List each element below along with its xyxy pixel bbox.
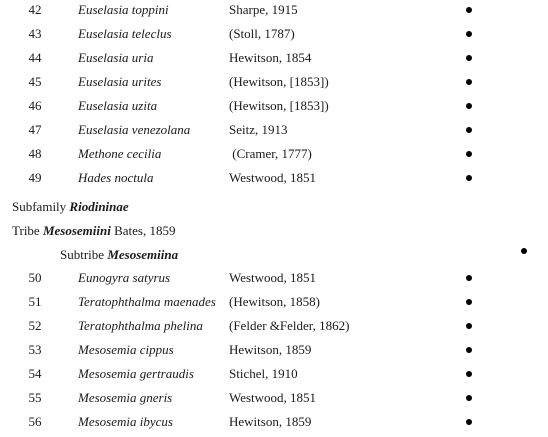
species-author: (Hewitson, 1858) [229,294,320,309]
table-row [0,410,548,434]
species-name: Teratophthalma phelina [78,318,203,333]
tribe-name: Mesosemiini [42,223,111,238]
table-row [0,290,548,314]
presence-dot-icon [466,151,472,157]
species-name: Euselasia venezolana [78,122,191,137]
row-number: 54 [28,366,42,381]
presence-dot-icon [466,371,472,377]
presence-dot-icon [521,248,527,254]
table-row [0,338,548,362]
species-author: Hewitson, 1859 [229,414,312,429]
species-author: (Cramer, 1777) [229,146,312,161]
species-name: Methone cecilia [78,146,162,161]
species-author: Hewitson, 1854 [229,50,312,65]
tribe-author: Bates, 1859 [110,223,176,238]
table-row [0,94,548,118]
species-name: Eunogyra satyrus [78,270,171,285]
tribe-heading [12,219,176,243]
presence-dot-icon [466,127,472,133]
row-number: 42 [28,2,42,17]
species-name: Euselasia urites [78,74,162,89]
row-number: 55 [28,390,42,405]
row-number: 48 [28,146,42,161]
species-name: Hades noctula [78,170,154,185]
presence-dot-icon [466,323,472,329]
tribe-prefix: Tribe [12,223,43,238]
species-author: Seitz, 1913 [229,122,288,137]
species-name: Euselasia uria [78,50,154,65]
species-name: Mesosemia ibycus [78,414,173,429]
species-name: Teratophthalma maenades [78,294,216,309]
presence-dot-icon [466,299,472,305]
subfamily-prefix: Subfamily [12,199,70,214]
row-number: 51 [28,294,42,309]
table-row [0,118,548,142]
subtribe-heading [60,243,178,267]
row-number: 56 [28,414,42,429]
presence-dot-icon [466,419,472,425]
subfamily-heading [12,195,129,219]
presence-dot-icon [466,7,472,13]
presence-dot-icon [466,347,472,353]
row-number: 47 [28,122,42,137]
species-author: (Hewitson, [1853]) [229,98,329,113]
presence-dot-icon [466,103,472,109]
row-number: 52 [28,318,42,333]
presence-dot-icon [466,275,472,281]
table-row [0,362,548,386]
species-author: (Stoll, 1787) [229,26,295,41]
species-author: Stichel, 1910 [229,366,298,381]
species-name: Mesosemia cippus [78,342,174,357]
species-author: Westwood, 1851 [229,270,317,285]
table-row [0,166,548,190]
row-number: 53 [28,342,42,357]
species-name: Euselasia toppini [78,2,169,17]
presence-dot-icon [466,79,472,85]
presence-dot-icon [466,31,472,37]
species-name: Mesosemia gertraudis [78,366,194,381]
table-row [0,142,548,166]
table-row [0,46,548,70]
species-name: Euselasia uzita [78,98,158,113]
row-number: 49 [28,170,42,185]
species-author: Westwood, 1851 [229,170,317,185]
subtribe-name: Mesosemiina [107,247,179,262]
species-author: (Hewitson, [1853]) [229,74,329,89]
table-row [0,22,548,46]
species-author: Hewitson, 1859 [229,342,312,357]
table-row [0,314,548,338]
row-number: 43 [28,26,42,41]
species-author: Westwood, 1851 [229,390,317,405]
table-row [0,70,548,94]
table-row [0,266,548,290]
species-name: Mesosemia gneris [78,390,173,405]
presence-dot-icon [466,395,472,401]
species-author: Sharpe, 1915 [229,2,298,17]
row-number: 50 [28,270,42,285]
species-author: (Felder &Felder, 1862) [229,318,350,333]
presence-dot-icon [466,55,472,61]
subtribe-prefix: Subtribe [60,247,108,262]
table-row [0,386,548,410]
row-number: 46 [28,98,42,113]
species-name: Euselasia teleclus [78,26,172,41]
row-number: 45 [28,74,42,89]
row-number: 44 [28,50,42,65]
presence-dot-icon [466,175,472,181]
table-row [0,0,548,22]
subfamily-name: Riodininae [69,199,129,214]
